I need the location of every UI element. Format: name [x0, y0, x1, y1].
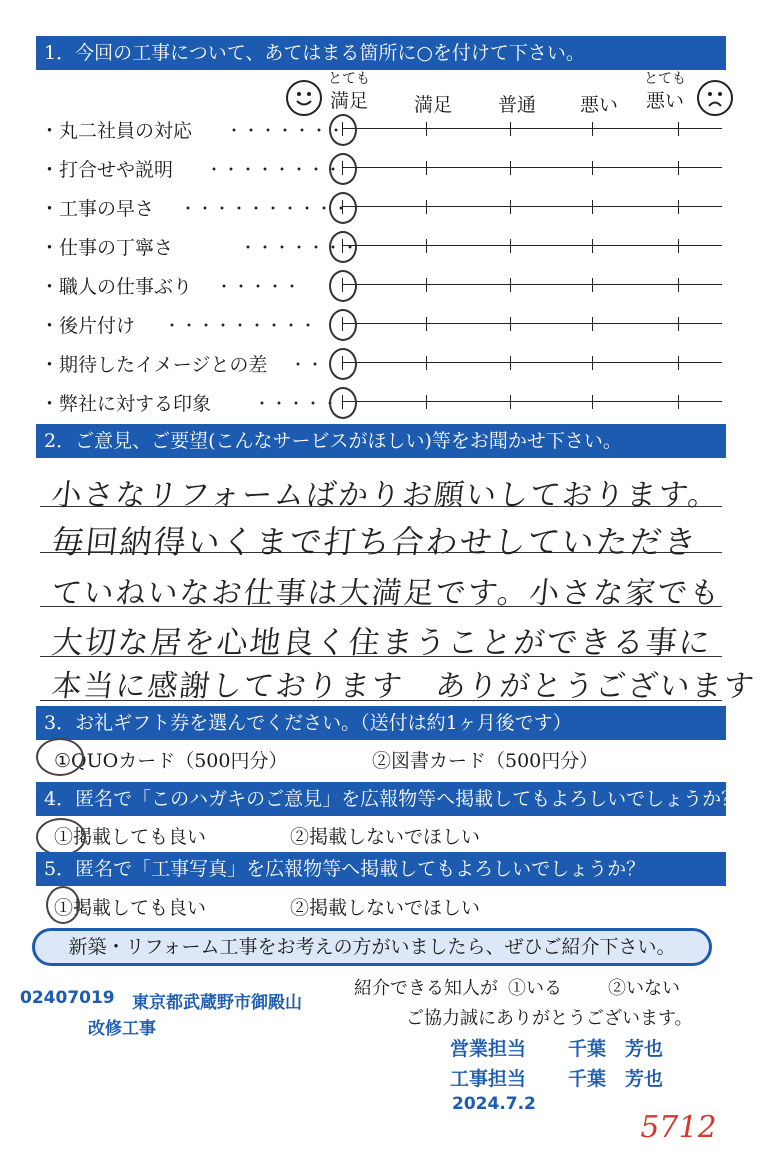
customer-address: 東京都武蔵野市御殿山 — [132, 993, 302, 1013]
rating-tick[interactable] — [510, 122, 511, 136]
rating-tick[interactable] — [510, 395, 511, 409]
referral-prompt: 紹介できる知人が — [354, 978, 498, 999]
quote-option-deny[interactable]: ②掲載しないでほしい — [290, 826, 481, 848]
rating-tick[interactable] — [678, 200, 679, 214]
rating-scale-line — [342, 401, 722, 402]
gift-option-quo[interactable]: ①QUOカード（500円分） — [54, 750, 288, 772]
comment-line: 本当に感謝しております ありがとうございます — [49, 669, 758, 704]
frowning-face-icon — [697, 80, 733, 116]
leader-dots: ・・ — [290, 355, 325, 374]
comment-line: 小さなリフォームばかりお願いしております。 — [49, 478, 722, 513]
question-row — [40, 268, 740, 302]
leader-dots: ・・・・・・・・・ — [164, 316, 318, 335]
rating-scale-line — [342, 362, 722, 363]
question-label: ・弊社に対する印象 — [40, 393, 212, 415]
rating-tick[interactable] — [426, 356, 427, 370]
question-label: ・仕事の丁寧さ — [40, 237, 174, 259]
question-row — [40, 385, 740, 419]
scale-very-satisfied-label: 満足 — [329, 90, 368, 112]
section3-title: 3．お礼ギフト券を選んでください。（送付は約1ヶ月後です） — [36, 706, 726, 740]
rating-scale-line — [342, 323, 722, 324]
scale-bad-label: 悪い — [579, 94, 618, 116]
comment-line: 大切な居を心地良く住まうことができる事に — [49, 625, 714, 661]
rating-tick[interactable] — [510, 200, 511, 214]
question-label: ・丸二社員の対応 — [40, 120, 193, 142]
rating-scale-line — [342, 167, 722, 168]
leader-dots: ・・・・・ — [216, 277, 302, 296]
rating-tick[interactable] — [426, 200, 427, 214]
question-row — [40, 346, 740, 380]
photo-option-allow[interactable]: ①掲載しても良い — [54, 897, 207, 919]
rating-tick[interactable] — [510, 239, 511, 253]
selected-mark-circle — [46, 886, 80, 924]
selected-mark-circle — [36, 738, 84, 776]
question-label: ・工事の早さ — [40, 198, 155, 220]
leader-dots: ・・・・・・・・ — [206, 160, 343, 179]
rating-scale-line — [342, 128, 722, 129]
selected-rating-circle — [329, 348, 357, 380]
rating-tick[interactable] — [592, 200, 593, 214]
rating-tick[interactable] — [510, 161, 511, 175]
leader-dots: ・・・・・・・ — [226, 121, 346, 140]
rating-tick[interactable] — [592, 356, 593, 370]
rating-tick[interactable] — [426, 122, 427, 136]
selected-rating-circle — [329, 387, 357, 419]
scale-very-bad-prefix: とても — [644, 71, 686, 87]
scale-very-bad-label: 悪い — [645, 90, 684, 112]
thanks-message: ご協力誠にありがとうございます。 — [406, 1008, 693, 1029]
section2-title: 2．ご意見、ご要望(こんなサービスがほしい)等をお聞かせ下さい。 — [36, 424, 726, 458]
section1-title: 1．今回の工事について、あてはまる箇所に○を付けて下さい。 — [36, 36, 726, 70]
rating-tick[interactable] — [592, 278, 593, 292]
selected-rating-circle — [329, 192, 357, 224]
question-row — [40, 151, 740, 185]
survey-date: 2024.7.2 — [452, 1094, 536, 1114]
rating-tick[interactable] — [426, 239, 427, 253]
question-row — [40, 190, 740, 224]
quote-option-allow[interactable]: ①掲載しても良い — [54, 826, 207, 848]
rating-tick[interactable] — [678, 239, 679, 253]
referral-option-yes[interactable]: ①いる — [508, 978, 562, 999]
question-label: ・職人の仕事ぶり — [40, 276, 193, 298]
question-label: ・期待したイメージとの差 — [40, 354, 268, 376]
rating-scale-line — [342, 245, 722, 246]
rating-tick[interactable] — [678, 317, 679, 331]
leader-dots: ・・・・・・・ — [240, 238, 360, 257]
question-label: ・打合せや説明 — [40, 159, 174, 181]
comment-line: ていねいなお仕事は大満足です。小さな家でも — [49, 576, 724, 611]
rating-tick[interactable] — [510, 356, 511, 370]
rating-tick[interactable] — [678, 122, 679, 136]
sales-staff-name: 千葉 芳也 — [568, 1038, 664, 1060]
scale-satisfied-label: 満足 — [413, 94, 452, 116]
rating-tick[interactable] — [426, 395, 427, 409]
construction-staff-role: 工事担当 — [450, 1068, 527, 1090]
scale-very-satisfied — [314, 72, 384, 113]
rating-tick[interactable] — [592, 239, 593, 253]
sales-staff-role: 営業担当 — [450, 1038, 527, 1060]
rating-tick[interactable] — [426, 161, 427, 175]
rating-tick[interactable] — [592, 395, 593, 409]
rating-tick[interactable] — [510, 317, 511, 331]
job-type: 改修工事 — [88, 1019, 156, 1039]
construction-staff-name: 千葉 芳也 — [568, 1068, 664, 1090]
question-row — [40, 112, 740, 146]
question-label: ・後片付け — [40, 315, 136, 337]
rating-scale-line — [342, 206, 722, 207]
leader-dots: ・・・・・ — [254, 394, 340, 413]
selected-rating-circle — [329, 153, 357, 185]
rating-tick[interactable] — [510, 278, 511, 292]
rating-tick[interactable] — [678, 278, 679, 292]
rating-tick[interactable] — [592, 122, 593, 136]
selected-mark-circle — [36, 818, 86, 856]
leader-dots: ・・・・・・・・・・ — [180, 199, 351, 218]
rating-tick[interactable] — [426, 317, 427, 331]
question-row — [40, 307, 740, 341]
rating-tick[interactable] — [426, 278, 427, 292]
referral-option-no[interactable]: ②いない — [608, 978, 680, 999]
comment-line: 毎回納得いくまで打ち合わせしていただき — [49, 523, 700, 561]
customer-code: 02407019 — [20, 988, 115, 1008]
scale-very-bad — [630, 72, 700, 113]
referral-banner: 新築・リフォーム工事をお考えの方がいましたら、ぜひご紹介下さい。 — [32, 928, 712, 966]
rating-tick[interactable] — [592, 161, 593, 175]
selected-rating-circle — [329, 114, 357, 146]
selected-rating-circle — [329, 231, 357, 263]
gift-option-book[interactable]: ②図書カード（500円分） — [372, 750, 599, 772]
photo-option-deny[interactable]: ②掲載しないでほしい — [290, 897, 481, 919]
scale-very-satisfied-prefix: とても — [328, 71, 370, 87]
rating-tick[interactable] — [678, 161, 679, 175]
rating-tick[interactable] — [678, 356, 679, 370]
section5-title: 5．匿名で「工事写真」を広報物等へ掲載してもよろしいでしょうか？ — [36, 852, 726, 886]
scale-normal-label: 普通 — [497, 94, 536, 116]
handwritten-number: 5712 — [636, 1110, 720, 1145]
rating-tick[interactable] — [592, 317, 593, 331]
rating-scale-line — [342, 284, 722, 285]
question-row — [40, 229, 740, 263]
rating-tick[interactable] — [678, 395, 679, 409]
selected-rating-circle — [329, 309, 357, 341]
section4-title: 4．匿名で「このハガキのご意見」を広報物等へ掲載してもよろしいでしょうか？ — [36, 782, 726, 816]
selected-rating-circle — [329, 270, 357, 302]
